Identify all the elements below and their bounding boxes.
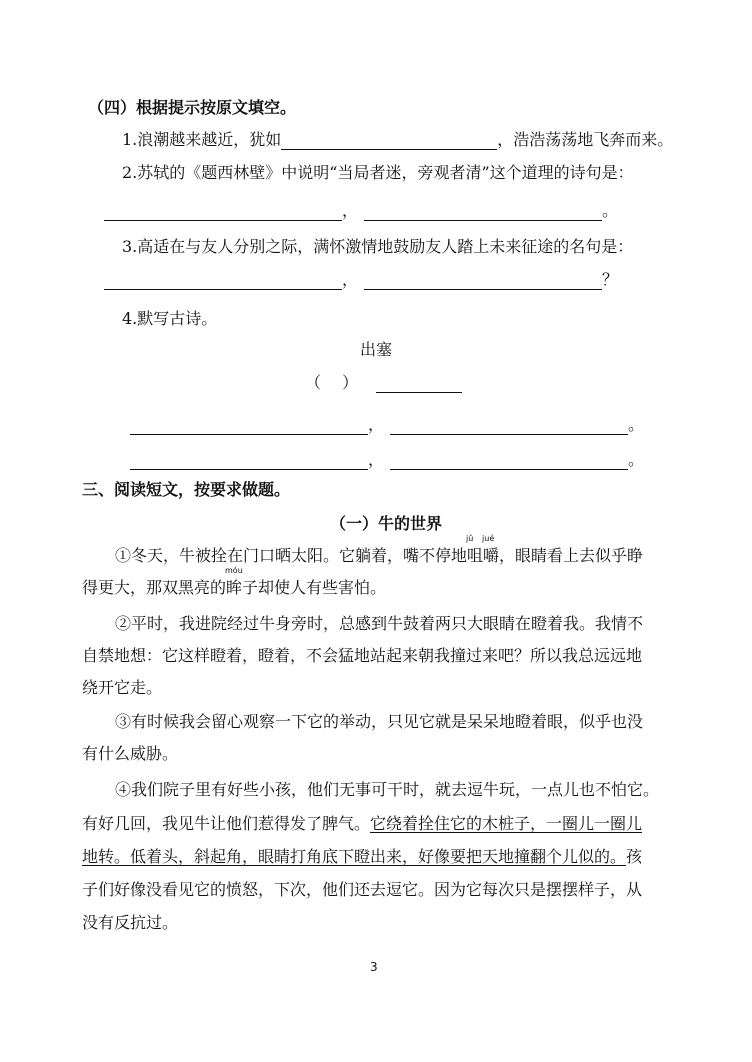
text: 有好几回，我见牛让他们惹得发了脾气。 xyxy=(82,814,371,833)
section-3-heading: 三、阅读短文，按要求做题。 xyxy=(82,480,291,499)
text: ，眼睛看上去似乎睁 xyxy=(499,546,644,565)
paragraph-3-line-2: 有什么威胁。 xyxy=(82,744,179,763)
paragraph-4-line-4: 子们好像没看见它的愤怒，下次，他们还去逗它。因为它每次只是摆摆样子，从 xyxy=(82,880,643,899)
answer-blank[interactable] xyxy=(130,453,368,470)
text: 得更大，那双黑亮的 xyxy=(82,578,227,597)
question-4: 4.默写古诗。 xyxy=(122,309,218,328)
comma: ， xyxy=(368,450,385,469)
question-2-answer-line xyxy=(104,201,618,221)
char: 眸 xyxy=(226,578,243,597)
pinyin: jǔ xyxy=(466,534,474,543)
answer-blank[interactable] xyxy=(104,273,342,290)
underlined-sentence: 地转。低着头，斜起角，眼睛打角底下瞪出来，好像要把天地撞翻个儿似的。 xyxy=(82,847,627,866)
ruby-char xyxy=(466,534,484,565)
question-1-text: 1.浪潮越来越近，犹如 xyxy=(122,130,282,149)
period: 。 xyxy=(628,415,645,434)
answer-blank[interactable] xyxy=(364,204,602,221)
answer-blank[interactable] xyxy=(281,133,497,150)
dynasty-paren: （ ） xyxy=(305,373,359,392)
poem-line-2 xyxy=(130,450,644,470)
underlined-sentence: 它绕着拴住它的木桩子，一圈儿一圈儿 xyxy=(370,814,643,833)
answer-blank[interactable] xyxy=(364,273,602,290)
pinyin: móu xyxy=(225,566,243,575)
comma: ， xyxy=(342,201,359,220)
comma: ， xyxy=(342,270,359,289)
comma: ， xyxy=(368,415,385,434)
paragraph-4-line-2 xyxy=(82,814,642,834)
passage-title: （一）牛的世界 xyxy=(330,514,443,533)
period: 。 xyxy=(628,450,645,469)
paragraph-4-line-3 xyxy=(82,847,642,867)
question-mark: ？ xyxy=(602,270,619,289)
question-1 xyxy=(122,130,673,150)
answer-blank[interactable] xyxy=(390,453,628,470)
question-2: 2.苏轼的《题西林壁》中说明“当局者迷，旁观者清”这个道理的诗句是： xyxy=(122,163,634,182)
text: 子却使人有些害怕。 xyxy=(242,578,387,597)
paragraph-2-line-2: 自禁地想：它这样瞪着，瞪着，不会猛地站起来朝我撞过来吧？所以我总远远地 xyxy=(82,646,643,665)
poem-line-1 xyxy=(130,415,644,435)
paragraph-4-line-1: ④我们院子里有好些小孩，他们无事可干时，就去逗牛玩，一点儿也不怕它。 xyxy=(115,780,660,799)
paragraph-2-line-3: 绕开它走。 xyxy=(82,678,163,697)
paragraph-3-line-1: ③有时候我会留心观察一下它的举动，只见它就是呆呆地瞪着眼，似乎也没 xyxy=(115,712,644,731)
ruby-char xyxy=(225,566,243,597)
section-4-heading: （四）根据提示按原文填空。 xyxy=(88,98,297,117)
char: 咀 xyxy=(467,546,484,565)
answer-blank[interactable] xyxy=(104,204,342,221)
pinyin: jué xyxy=(482,534,495,543)
text: 孩 xyxy=(626,847,643,866)
period: 。 xyxy=(602,201,619,220)
question-3: 3.高适在与友人分别之际，满怀激情地鼓励友人踏上未来征途的名句是： xyxy=(122,237,634,256)
poem-title: 出塞 xyxy=(360,340,393,359)
author-blank[interactable] xyxy=(376,376,462,393)
paragraph-1-line-1 xyxy=(115,534,644,566)
paragraph-2-line-1: ②平时，我进院经过牛身旁时，总感到牛鼓着两只大眼睛在瞪着我。我情不 xyxy=(115,614,644,633)
page-number: 3 xyxy=(370,960,378,974)
poem-author-line xyxy=(305,373,462,393)
ruby-char xyxy=(482,534,500,565)
answer-blank[interactable] xyxy=(130,418,368,435)
question-1-text-after: ，浩浩荡荡地飞奔而来。 xyxy=(497,130,674,149)
paragraph-1-line-2 xyxy=(82,566,387,598)
answer-blank[interactable] xyxy=(390,418,628,435)
question-3-answer-line xyxy=(104,270,618,290)
text: ①冬天，牛被拴在门口晒太阳。它躺着，嘴不停地 xyxy=(115,546,468,565)
char: 嚼 xyxy=(483,546,500,565)
paragraph-4-line-5: 没有反抗过。 xyxy=(82,913,179,932)
